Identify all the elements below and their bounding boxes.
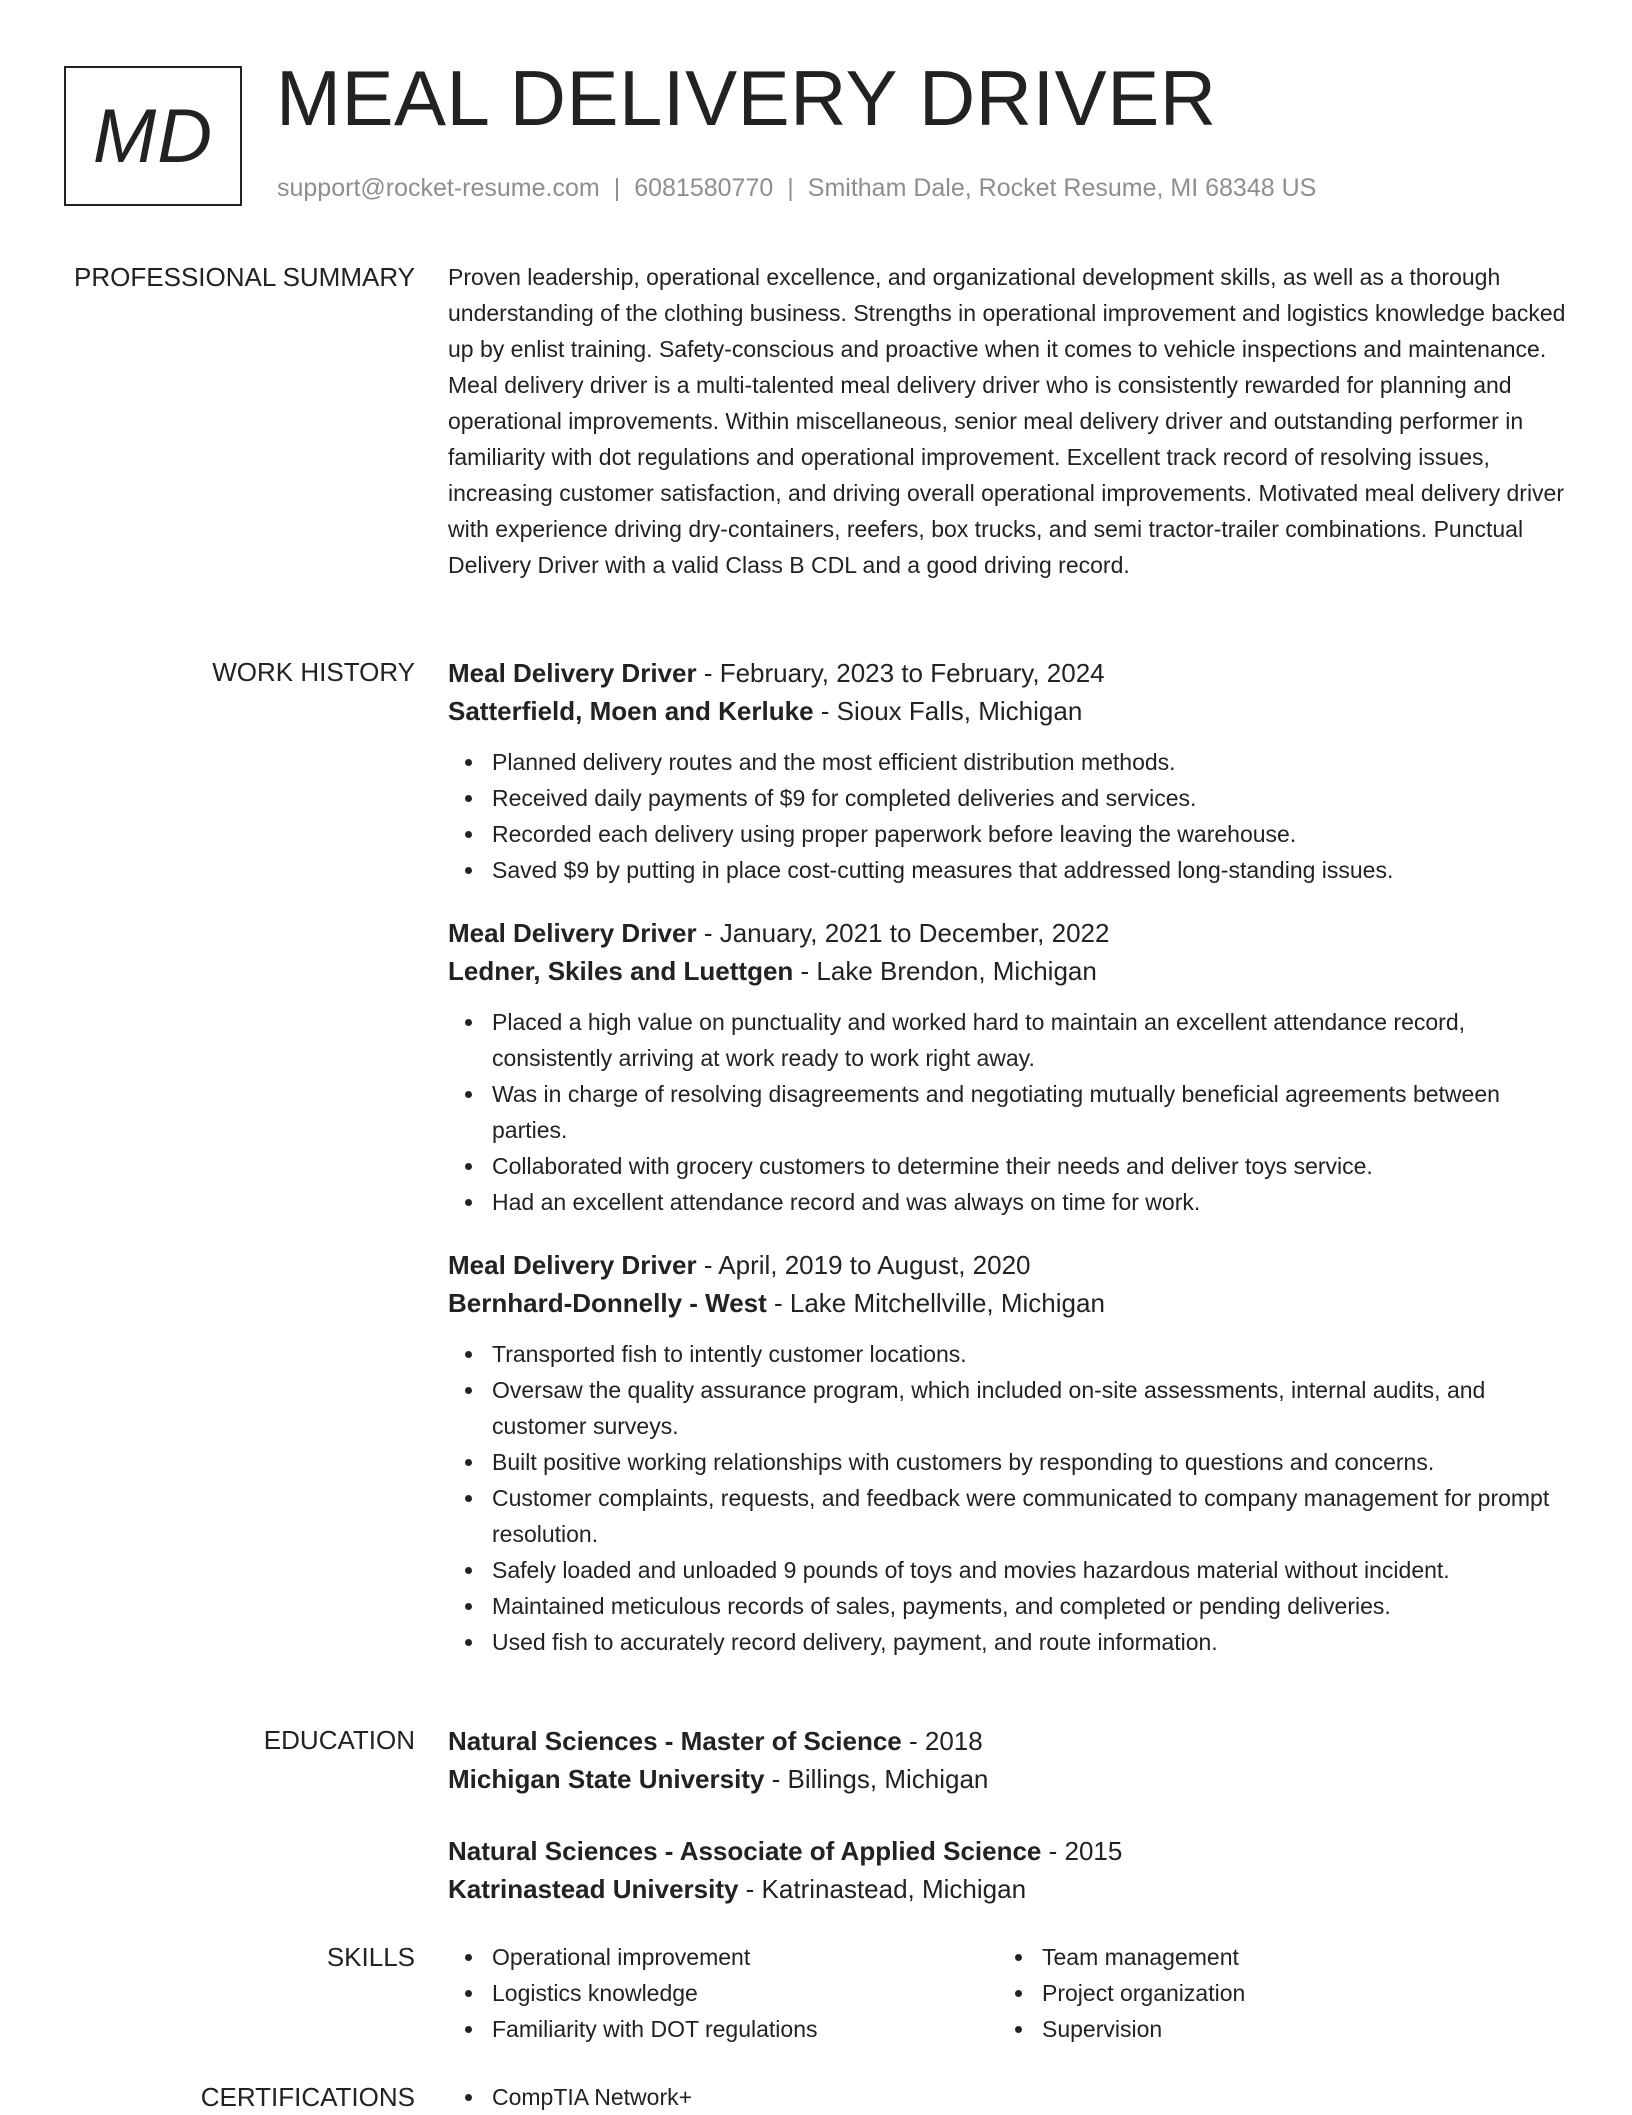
- education-location: - Katrinastead, Michigan: [738, 1874, 1027, 1904]
- education-body: [448, 1722, 1568, 1942]
- contact-separator: |: [613, 174, 621, 202]
- job-title-line: [448, 654, 1568, 692]
- job-location: - Lake Brendon, Michigan: [793, 956, 1097, 986]
- job-bullet: Recorded each delivery using proper paperwork before leaving the warehouse.: [492, 816, 1568, 852]
- skills-grid: [448, 1939, 1568, 2047]
- job-bullet: Received daily payments of $9 for completed deliveries and services.: [492, 780, 1568, 816]
- contact-line: [277, 174, 1316, 203]
- job-bullet: Built positive working relationships with customers by responding to questions and concerns.: [492, 1444, 1568, 1480]
- job-bullet: Transported fish to intently customer locations.: [492, 1336, 1568, 1372]
- education-degree-line: [448, 1722, 1568, 1760]
- contact-phone: 6081580770: [634, 174, 774, 202]
- skill-item: Familiarity with DOT regulations: [492, 2011, 998, 2047]
- candidate-name: MEAL DELIVERY DRIVER: [276, 54, 1217, 142]
- job-role: Meal Delivery Driver: [448, 658, 697, 688]
- certification-item: CompTIA Network+: [492, 2079, 1568, 2115]
- skill-item: Supervision: [1042, 2011, 1548, 2047]
- job-company: Bernhard-Donnelly - West: [448, 1288, 767, 1318]
- skill-item: Logistics knowledge: [492, 1975, 998, 2011]
- monogram-initials: MD: [92, 93, 214, 179]
- job-bullet: Collaborated with grocery customers to determine their needs and deliver toys service.: [492, 1148, 1568, 1184]
- job-company-line: [448, 952, 1568, 990]
- job-role: Meal Delivery Driver: [448, 1250, 697, 1280]
- job-company-line: [448, 692, 1568, 730]
- job-dates: - January, 2021 to December, 2022: [696, 918, 1110, 948]
- certifications-list: [448, 2079, 1568, 2115]
- job-bullet: Oversaw the quality assurance program, which included on-site assessments, internal audits, and customer surveys.: [492, 1372, 1568, 1444]
- skill-item: Team management: [1042, 1939, 1548, 1975]
- job-bullet: Safely loaded and unloaded 9 pounds of toys and movies hazardous material without incident.: [492, 1552, 1568, 1588]
- skill-item: Project organization: [1042, 1975, 1548, 2011]
- education-degree: Natural Sciences - Master of Science: [448, 1726, 902, 1756]
- job-title-line: [448, 914, 1568, 952]
- skills-list-right: [998, 1939, 1548, 2047]
- skill-item: Operational improvement: [492, 1939, 998, 1975]
- job-entry: [448, 914, 1568, 1220]
- job-role: Meal Delivery Driver: [448, 918, 697, 948]
- job-location: - Lake Mitchellville, Michigan: [766, 1288, 1105, 1318]
- skills-list-left: [448, 1939, 998, 2047]
- job-bullet: Placed a high value on punctuality and worked hard to maintain an excellent attendance record, consistently arriving at work ready to work right away.: [492, 1004, 1568, 1076]
- education-entry: [448, 1722, 1568, 1798]
- section-title-certifications: CERTIFICATIONS: [200, 2082, 415, 2112]
- education-school: Michigan State University: [448, 1764, 765, 1794]
- job-bullets: [448, 1004, 1568, 1220]
- education-location: - Billings, Michigan: [764, 1764, 989, 1794]
- job-bullet: Maintained meticulous records of sales, payments, and completed or pending deliveries.: [492, 1588, 1568, 1624]
- skills-body: [448, 1939, 1568, 2047]
- job-company: Satterfield, Moen and Kerluke: [448, 696, 814, 726]
- section-title-skills: SKILLS: [326, 1942, 415, 1972]
- job-bullets: [448, 744, 1568, 888]
- contact-separator: |: [787, 174, 794, 202]
- monogram-box: [64, 66, 242, 206]
- section-title-education: EDUCATION: [263, 1725, 415, 1755]
- job-bullet: Customer complaints, requests, and feedback were communicated to company management for prompt resolution.: [492, 1480, 1568, 1552]
- work-history-body: [448, 654, 1568, 1686]
- job-company: Ledner, Skiles and Luettgen: [448, 956, 794, 986]
- education-degree-line: [448, 1832, 1568, 1870]
- contact-address: Smitham Dale, Rocket Resume, MI 68348 US: [807, 174, 1317, 202]
- job-bullet: Was in charge of resolving disagreements and negotiating mutually beneficial agreements between parties.: [492, 1076, 1568, 1148]
- education-year: - 2015: [1041, 1836, 1123, 1866]
- job-company-line: [448, 1284, 1568, 1322]
- job-title-line: [448, 1246, 1568, 1284]
- job-dates: - April, 2019 to August, 2020: [696, 1250, 1031, 1280]
- job-bullet: Used fish to accurately record delivery, payment, and route information.: [492, 1624, 1568, 1660]
- job-bullets: [448, 1336, 1568, 1660]
- summary-text: Proven leadership, operational excellence, and organizational development skills, as well as a thorough understanding of the clothing business. Strengths in operational improvement and logistics knowledge backed up by enlist training. Safety-conscious and proactive when it comes to vehicle inspections and maintenance. Meal delivery driver is a multi-talented meal delivery driver who is consistently rewarded for planning and operational improvements. Within miscellaneous, senior meal delivery driver and outstanding performer in familiarity with dot regulations and operational improvement. Excellent track record of resolving issues, increasing customer satisfaction, and driving overall operational improvements. Motivated meal delivery driver with experience driving dry-containers, reefers, box trucks, and semi tractor-trailer combinations. Punctual Delivery Driver with a valid Class B CDL and a good driving record.: [448, 264, 1566, 578]
- job-bullet: Saved $9 by putting in place cost-cutting measures that addressed long-standing issues.: [492, 852, 1568, 888]
- job-bullet: Planned delivery routes and the most efficient distribution methods.: [492, 744, 1568, 780]
- job-bullet: Had an excellent attendance record and was always on time for work.: [492, 1184, 1568, 1220]
- job-location: - Sioux Falls, Michigan: [813, 696, 1083, 726]
- job-entry: [448, 654, 1568, 888]
- education-school-line: [448, 1760, 1568, 1798]
- education-degree: Natural Sciences - Associate of Applied Science: [448, 1836, 1042, 1866]
- section-title-work-history: WORK HISTORY: [212, 657, 415, 687]
- section-title-summary: PROFESSIONAL SUMMARY: [74, 262, 415, 292]
- job-dates: - February, 2023 to February, 2024: [696, 658, 1105, 688]
- education-school-line: [448, 1870, 1568, 1908]
- education-school: Katrinastead University: [448, 1874, 739, 1904]
- certifications-body: [448, 2079, 1568, 2115]
- education-year: - 2018: [901, 1726, 983, 1756]
- education-entry: [448, 1832, 1568, 1908]
- job-entry: [448, 1246, 1568, 1660]
- summary-body: [448, 259, 1568, 583]
- contact-email: support@rocket-resume.com: [277, 174, 600, 202]
